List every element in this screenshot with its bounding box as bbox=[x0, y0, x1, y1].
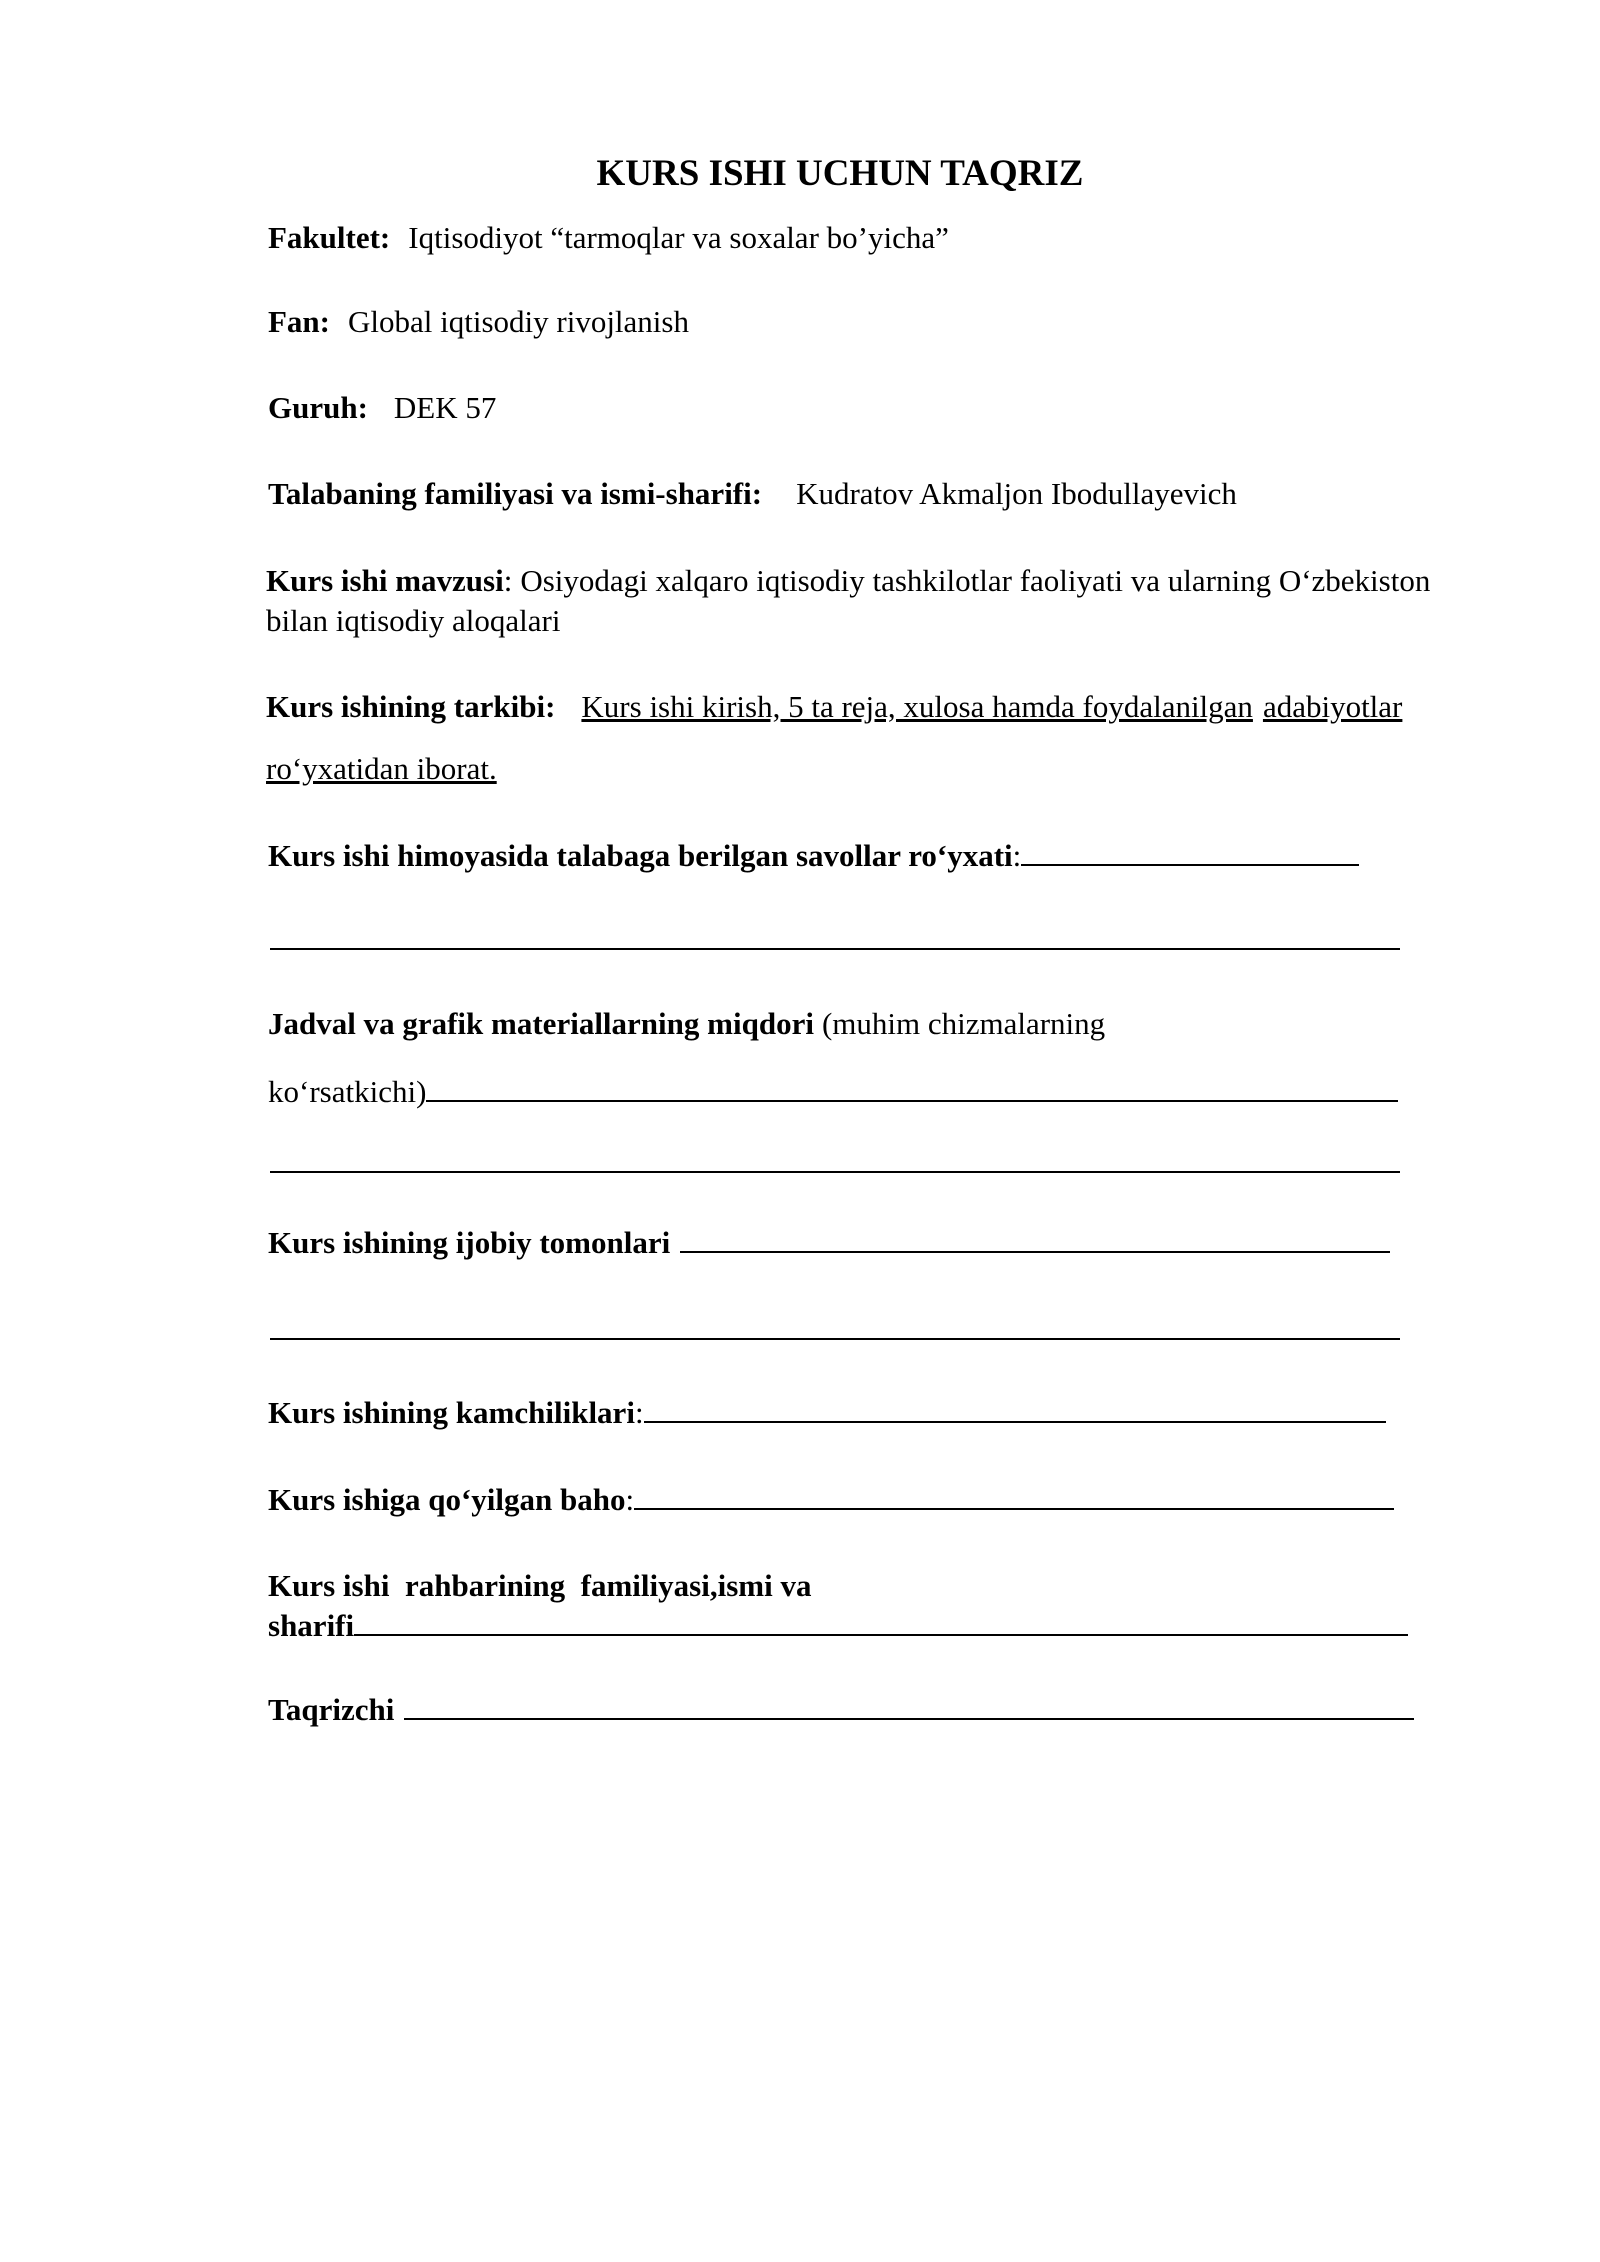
guruh-row bbox=[268, 388, 496, 428]
rahbar-label-line1: Kurs ishi rahbarining familiyasi,ismi va bbox=[268, 1568, 812, 1603]
baho-blank bbox=[634, 1482, 1394, 1510]
jadval-paren-line2: ko‘rsatkichi) bbox=[268, 1074, 427, 1109]
talaba-value: Kudratov Akmaljon Ibodullayevich bbox=[796, 476, 1237, 511]
mavzu-value-line1: Osiyodagi xalqaro iqtisodiy tashkilotlar faoliyati va ularning O‘zbekiston bbox=[520, 563, 1431, 598]
baho-colon: : bbox=[625, 1482, 635, 1517]
mavzu-colon: : bbox=[503, 563, 513, 598]
baho-row bbox=[268, 1480, 1394, 1520]
tarkib-row bbox=[266, 687, 1402, 727]
baho-label: Kurs ishiga qo‘yilgan baho bbox=[268, 1482, 626, 1517]
kamchilik-colon: : bbox=[634, 1395, 644, 1430]
jadval-blank bbox=[426, 1074, 1398, 1102]
kamchilik-blank bbox=[644, 1395, 1386, 1423]
rahbar-label-line2: sharifi bbox=[268, 1608, 355, 1643]
mavzu-row bbox=[266, 561, 1430, 601]
talaba-label: Talabaning familiyasi va ismi-sharifi: bbox=[268, 476, 763, 511]
fan-row bbox=[268, 302, 689, 342]
rahbar-blank bbox=[354, 1608, 1408, 1636]
savollar-blank-line bbox=[270, 948, 1400, 950]
tarkib-row-continued bbox=[266, 749, 497, 789]
mavzu-value-line2: bilan iqtisodiy aloqalari bbox=[266, 603, 561, 638]
mavzu-label: Kurs ishi mavzusi bbox=[266, 563, 504, 598]
jadval-label: Jadval va grafik materiallarning miqdori bbox=[268, 1006, 814, 1041]
mavzu-row-continued bbox=[266, 601, 560, 641]
savollar-row bbox=[268, 836, 1359, 876]
jadval-row bbox=[268, 1004, 1105, 1044]
tarkib-value-line2: ro‘yxatidan iborat. bbox=[266, 751, 497, 786]
kamchilik-label: Kurs ishining kamchiliklari bbox=[268, 1395, 635, 1430]
jadval-row-continued bbox=[268, 1072, 1398, 1112]
fakultet-label: Fakultet: bbox=[268, 220, 391, 255]
guruh-value: DEK 57 bbox=[393, 390, 497, 425]
rahbar-row bbox=[268, 1566, 811, 1606]
talaba-row bbox=[268, 474, 1237, 514]
fakultet-value: Iqtisodiyot “tarmoqlar va soxalar bo’yicha” bbox=[408, 220, 949, 255]
jadval-blank-line bbox=[270, 1171, 1400, 1173]
tarkib-value-part1: Kurs ishi kirish, 5 ta reja, xulosa hamda foydalanilgan bbox=[581, 689, 1253, 724]
savollar-blank bbox=[1021, 838, 1359, 866]
tarkib-label: Kurs ishining tarkibi: bbox=[266, 689, 556, 724]
fakultet-row bbox=[268, 218, 949, 258]
jadval-paren-line1: (muhim chizmalarning bbox=[821, 1006, 1106, 1041]
savollar-colon: : bbox=[1012, 838, 1022, 873]
ijobiy-label: Kurs ishining ijobiy tomonlari bbox=[268, 1225, 671, 1260]
savollar-label: Kurs ishi himoyasida talabaga berilgan savollar ro‘yxati bbox=[268, 838, 1013, 873]
ijobiy-row bbox=[268, 1223, 1390, 1263]
document-title: KURS ISHI UCHUN TAQRIZ bbox=[596, 153, 1084, 194]
kamchilik-row bbox=[268, 1393, 1386, 1433]
taqrizchi-blank bbox=[404, 1692, 1414, 1720]
fan-label: Fan: bbox=[268, 304, 330, 339]
ijobiy-blank-line bbox=[270, 1338, 1400, 1340]
guruh-label: Guruh: bbox=[268, 390, 368, 425]
tarkib-value-part2: adabiyotlar bbox=[1262, 689, 1403, 724]
taqrizchi-row bbox=[268, 1690, 1414, 1730]
ijobiy-blank bbox=[680, 1225, 1390, 1253]
fan-value: Global iqtisodiy rivojlanish bbox=[348, 304, 689, 339]
taqrizchi-label: Taqrizchi bbox=[268, 1692, 395, 1727]
rahbar-row-continued bbox=[268, 1606, 1408, 1646]
